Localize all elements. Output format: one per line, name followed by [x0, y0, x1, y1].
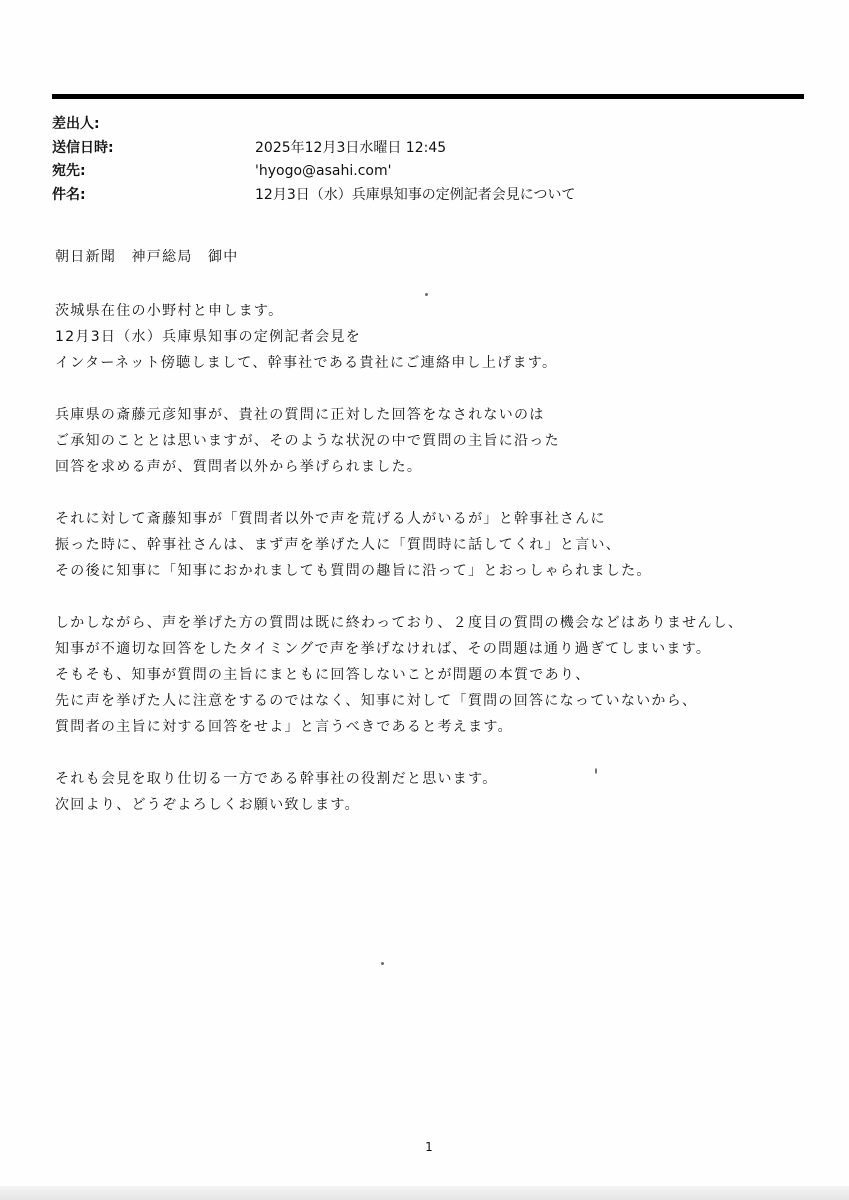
body-line: インターネット傍聴しまして、幹事社である貴社にご連絡申し上げます。 [55, 355, 558, 371]
scan-speck [425, 293, 428, 296]
paragraph-context [55, 402, 815, 480]
email-body [55, 244, 815, 844]
body-line: しかしながら、声を挙げた方の質問は既に終わっており、２度目の質問の機会などはありませんし、 [55, 615, 744, 631]
sent-value: 2025年12月3日水曜日 12:45 [255, 139, 447, 156]
page-number: 1 [425, 1140, 433, 1154]
paragraph-intro [55, 298, 815, 376]
scan-speck [595, 768, 597, 774]
to-label: 宛先: [52, 163, 86, 179]
body-line: それも会見を取り仕切る一方である幹事社の役割だと思います。 [55, 771, 498, 787]
body-line: 茨城県在住の小野村と申します。 [55, 303, 284, 319]
salutation: 朝日新聞 神戸総局 御中 [55, 249, 239, 265]
body-line: そもそも、知事が質問の主旨にまともに回答しないことが問題の本質であり、 [55, 667, 591, 683]
body-line: 次回より、どうぞよろしくお願い致します。 [55, 797, 360, 813]
body-line: ご承知のこととは思いますが、そのような状況の中で質問の主旨に沿った [55, 433, 560, 449]
body-line: 12月3日（水）兵庫県知事の定例記者会見を [55, 329, 362, 345]
body-line: 質問者の主旨に対する回答をせよ」と言うべきであると考えます。 [55, 719, 513, 735]
sent-label: 送信日時: [52, 139, 114, 156]
body-line: 回答を求める声が、質問者以外から挙げられました。 [55, 459, 423, 475]
scan-speck [381, 962, 384, 965]
body-line: それに対して斎藤知事が「質問者以外で声を荒げる人がいるが」と幹事社さんに [55, 511, 606, 527]
sender-label: 差出人: [52, 116, 100, 132]
body-line: 振った時に、幹事社さんは、まず声を挙げた人に「質問時に話してくれ」と言い、 [55, 537, 622, 553]
to-value: 'hyogo@asahi.com' [255, 163, 392, 179]
header-row-to [52, 160, 812, 184]
subject-label: 件名: [52, 186, 86, 203]
body-line: 兵庫県の斎藤元彦知事が、貴社の質問に正対した回答をなされないのは [55, 407, 545, 423]
body-line: その後に知事に「知事におかれましても質問の趣旨に沿って」とおっしゃられました。 [55, 563, 652, 579]
header-rule [52, 94, 804, 99]
header-row-sent [52, 137, 812, 161]
paragraph-argument [55, 610, 815, 740]
paragraph-incident [55, 506, 815, 584]
body-line: 先に声を挙げた人に注意をするのではなく、知事に対して「質問の回答になっていないから、 [55, 693, 698, 709]
header-row-sender [52, 113, 812, 137]
header-row-subject [52, 184, 812, 208]
scan-edge [0, 1186, 849, 1200]
body-line: 知事が不適切な回答をしたタイミングで声を挙げなければ、その問題は通り過ぎてしまいます。 [55, 641, 712, 657]
subject-value: 12月3日（水）兵庫県知事の定例記者会見について [255, 186, 576, 203]
paragraph-closing [55, 766, 815, 818]
email-header [52, 113, 812, 207]
